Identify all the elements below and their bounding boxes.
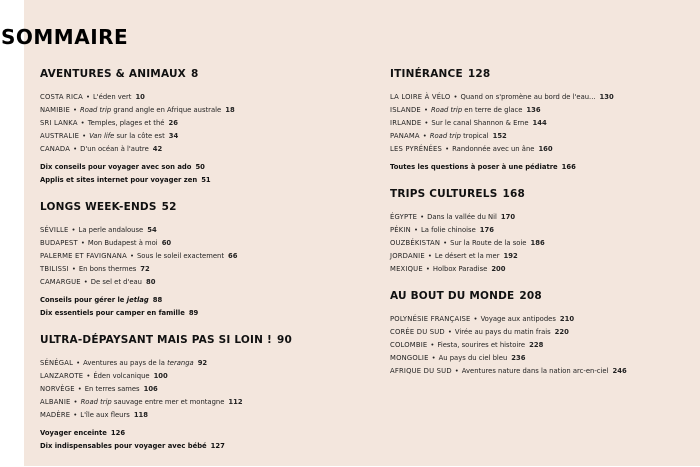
entry-text: Sous le soleil exactement [136, 252, 224, 260]
toc-section [40, 201, 360, 320]
section-title: TRIPS CULTURELS [390, 188, 498, 200]
section-heading[interactable] [40, 201, 360, 213]
entry-place: AFRIQUE DU SUD [390, 367, 452, 375]
toc-section [40, 334, 360, 453]
entry-description [83, 359, 194, 367]
toc-entry[interactable] [40, 370, 360, 383]
entry-page-number: 130 [599, 93, 614, 101]
toc-entry[interactable] [390, 365, 690, 378]
entry-text: Holbox Paradise [432, 265, 488, 273]
entry-page-number: 10 [135, 93, 145, 101]
section-title: ITINÉRANCE [390, 68, 463, 80]
section-extras [390, 161, 690, 174]
entry-place: ISLANDE [390, 106, 421, 114]
section-title: AU BOUT DU MONDE [390, 290, 515, 302]
entry-place: CANADA [40, 145, 71, 153]
entry-text: sur la côte est [114, 132, 165, 140]
bullet-separator: • [76, 359, 81, 367]
entry-description [421, 226, 476, 234]
entry-place: MADÈRE [40, 411, 71, 419]
entry-place: LA LOIRE À VÉLO [390, 93, 451, 101]
section-page-number: 168 [502, 188, 525, 200]
entry-description [431, 119, 528, 127]
bullet-separator: • [80, 119, 85, 127]
toc-entry[interactable] [40, 383, 360, 396]
entry-page-number: 100 [153, 372, 168, 380]
toc-entry[interactable] [390, 313, 690, 326]
toc-section [40, 68, 360, 187]
entry-text: Dans la vallée du Nil [427, 213, 497, 221]
section-heading[interactable] [390, 188, 690, 200]
entry-place: MEXIQUE [390, 265, 423, 273]
entry-text: Voyage aux antipodes [480, 315, 556, 323]
toc-entry[interactable] [40, 143, 360, 156]
toc-entry[interactable] [390, 117, 690, 130]
bullet-separator: • [425, 265, 430, 273]
entry-text: Éden volcanique [93, 372, 150, 380]
bullet-separator: • [86, 372, 91, 380]
entry-description [80, 106, 221, 114]
entry-description [91, 278, 142, 286]
toc-entry[interactable] [390, 224, 690, 237]
entry-description [450, 239, 526, 247]
entry-description [437, 341, 525, 349]
entry-text: Aventures nature dans la nation arc-en-ciel [461, 367, 609, 375]
entry-place: TBILISSI [40, 265, 69, 273]
entry-text-italic: Road trip [80, 398, 112, 406]
section-extras [40, 427, 360, 453]
entry-description [137, 252, 224, 260]
entry-place: ÉGYPTE [390, 213, 418, 221]
entry-text: Fiesta, sourires et histoire [437, 341, 526, 349]
section-heading[interactable] [40, 68, 360, 80]
entry-text: En terres sames [84, 385, 140, 393]
entry-description [88, 239, 158, 247]
entry-place: IRLANDE [390, 119, 422, 127]
entry-page-number: 118 [133, 411, 149, 419]
entry-place: ALBANIE [40, 398, 71, 406]
entry-text: Aventures au pays de la [83, 359, 168, 367]
toc-extra-entry[interactable] [40, 294, 360, 307]
section-page-number: 8 [190, 68, 199, 80]
entry-text: En bons thermes [78, 265, 137, 273]
entry-text: Le désert et la mer [434, 252, 500, 260]
entry-place: COSTA RICA [40, 93, 83, 101]
entry-text: L'île aux fleurs [80, 411, 130, 419]
entry-place: CAMARGUE [40, 278, 81, 286]
toc-section [390, 188, 690, 276]
toc-entry[interactable] [40, 104, 360, 117]
extra-page-number: 126 [110, 429, 126, 437]
toc-extra-entry[interactable] [390, 161, 690, 174]
extra-page-number: 166 [561, 163, 576, 171]
toc-entry[interactable] [390, 250, 690, 263]
section-heading[interactable] [390, 290, 690, 302]
toc-entry[interactable] [40, 224, 360, 237]
toc-entry[interactable] [40, 250, 360, 263]
entry-description [435, 252, 500, 260]
toc-extra-entry[interactable] [40, 307, 360, 320]
toc-entry[interactable] [390, 211, 690, 224]
entry-place: LANZAROTE [40, 372, 84, 380]
entry-description [452, 145, 534, 153]
entry-page-number: 200 [491, 265, 506, 273]
bullet-separator: • [71, 226, 76, 234]
toc-entry[interactable] [40, 357, 360, 370]
bullet-separator: • [423, 106, 428, 114]
entry-text: grand angle en Afrique australe [111, 106, 222, 114]
entry-place: OUZBÉKISTAN [390, 239, 441, 247]
extra-text: Voyager enceinte [40, 429, 107, 437]
toc-section [390, 290, 690, 378]
bullet-separator: • [447, 328, 452, 336]
entry-place: BUDAPEST [40, 239, 78, 247]
entry-place: AUSTRALIE [40, 132, 80, 140]
entry-page-number: 186 [530, 239, 545, 247]
entry-page-number: 144 [532, 119, 547, 127]
toc-entry[interactable] [40, 237, 360, 250]
bullet-separator: • [427, 252, 432, 260]
entry-text: sauvage entre mer et montagne [111, 398, 225, 406]
toc-extra-entry[interactable] [40, 427, 360, 440]
bullet-separator: • [420, 213, 425, 221]
toc-extra-entry[interactable] [40, 440, 360, 453]
toc-entry[interactable] [390, 91, 690, 104]
bullet-separator: • [424, 119, 429, 127]
entry-description [93, 93, 131, 101]
entry-place: SÉNÉGAL [40, 359, 74, 367]
entry-text: tropical [460, 132, 489, 140]
entry-page-number: 42 [152, 145, 163, 153]
bullet-separator: • [80, 239, 85, 247]
entry-text: Randonnée avec un âne [452, 145, 535, 153]
extra-page-number: 127 [210, 442, 225, 450]
entry-text: L'éden vert [92, 93, 132, 101]
bullet-separator: • [129, 252, 134, 260]
entry-text: De sel et d'eau [90, 278, 142, 286]
entry-description [439, 354, 508, 362]
entry-description [462, 367, 609, 375]
entry-page-number: 152 [492, 132, 507, 140]
extra-text: Dix indispensables pour voyager avec bébé [40, 442, 207, 450]
entry-text-italic: Road trip [79, 106, 112, 114]
toc-entry[interactable] [390, 263, 690, 276]
page-title: SOMMAIRE [1, 25, 129, 49]
toc-entry[interactable] [390, 130, 690, 143]
entry-page-number: 60 [161, 239, 172, 247]
toc-entry[interactable] [40, 276, 360, 289]
entry-place: NAMIBIE [40, 106, 70, 114]
bullet-separator: • [453, 93, 458, 101]
entry-description [88, 119, 165, 127]
bullet-separator: • [413, 226, 418, 234]
extra-text: Toutes les questions à poser à une pédiatre [390, 163, 558, 171]
entry-text: Quand on s'promène au bord de l'eau... [460, 93, 596, 101]
entry-description [93, 372, 149, 380]
section-title: ULTRA-DÉPAYSANT MAIS PAS SI LOIN ! [40, 334, 272, 346]
entry-page-number: 112 [228, 398, 243, 406]
entry-place: POLYNÉSIE FRANÇAISE [390, 315, 471, 323]
bullet-separator: • [73, 398, 78, 406]
entry-page-number: 160 [538, 145, 553, 153]
entry-page-number: 136 [526, 106, 541, 114]
entry-text: Temples, plages et thé [87, 119, 165, 127]
entry-place: PALERME ET FAVIGNANA [40, 252, 127, 260]
entry-description [430, 132, 489, 140]
entry-page-number: 34 [168, 132, 179, 140]
entry-description [80, 411, 130, 419]
section-title: LONGS WEEK-ENDS [40, 201, 157, 213]
bullet-separator: • [473, 315, 478, 323]
entry-page-number: 246 [612, 367, 627, 375]
entry-page-number: 106 [143, 385, 158, 393]
toc-entry[interactable] [390, 143, 690, 156]
entry-place: SRI LANKA [40, 119, 78, 127]
extra-page-number: 88 [152, 296, 163, 304]
section-page-number: 128 [467, 68, 491, 80]
toc-entry[interactable] [390, 237, 690, 250]
entry-page-number: 18 [225, 106, 235, 114]
entry-description [85, 385, 140, 393]
bullet-separator: • [422, 132, 427, 140]
bullet-separator: • [85, 93, 90, 101]
entry-place: NORVÈGE [40, 385, 75, 393]
entry-text: Sur le canal Shannon & Erne [431, 119, 529, 127]
entry-page-number: 228 [529, 341, 544, 349]
bullet-separator: • [73, 145, 78, 153]
entry-page-number: 192 [503, 252, 518, 260]
entry-description [481, 315, 556, 323]
entry-text: Mon Budapest à moi [87, 239, 158, 247]
entry-description [79, 265, 136, 273]
entry-place: MONGOLIE [390, 354, 429, 362]
entry-description [80, 145, 149, 153]
entry-place: CORÉE DU SUD [390, 328, 445, 336]
extra-text: Dix essentiels pour camper en famille [40, 309, 185, 317]
entry-page-number: 170 [500, 213, 516, 221]
entry-description [79, 226, 144, 234]
entry-page-number: 220 [554, 328, 569, 336]
entry-description [81, 398, 225, 406]
toc-section [390, 68, 690, 174]
entry-text: La perle andalouse [78, 226, 144, 234]
entry-text: Sur la Route de la soie [450, 239, 527, 247]
toc-entry[interactable] [40, 409, 360, 422]
toc-entry[interactable] [390, 339, 690, 352]
bullet-separator: • [430, 341, 435, 349]
entry-page-number: 54 [147, 226, 157, 234]
entry-description [461, 93, 596, 101]
toc-entry[interactable] [390, 104, 690, 117]
entry-place: PANAMA [390, 132, 420, 140]
entry-text-italic: teranga [167, 359, 194, 367]
bullet-separator: • [73, 411, 78, 419]
extra-text: Dix conseils pour voyager avec son ado [40, 163, 192, 171]
entry-description [431, 106, 522, 114]
bullet-separator: • [72, 106, 77, 114]
entry-text-italic: Road trip [429, 132, 461, 140]
bullet-separator: • [77, 385, 82, 393]
entry-place: JORDANIE [390, 252, 425, 260]
entry-text: D'un océan à l'autre [80, 145, 149, 153]
toc-entry[interactable] [40, 130, 360, 143]
section-page-number: 90 [276, 334, 292, 346]
toc-extra-entry[interactable] [40, 174, 360, 187]
entry-text: La folie chinoise [420, 226, 476, 234]
extra-text: Conseils pour gérer le [40, 296, 127, 304]
toc-left-column [40, 68, 360, 467]
toc-entry[interactable] [40, 396, 360, 409]
entry-place: LES PYRÉNÉES [390, 145, 443, 153]
entry-page-number: 80 [146, 278, 156, 286]
extra-text: Applis et sites internet pour voyager zen [40, 176, 198, 184]
bullet-separator: • [71, 265, 76, 273]
toc-entry[interactable] [390, 326, 690, 339]
entry-description [433, 265, 487, 273]
extra-page-number: 89 [188, 309, 199, 317]
entry-text: en terre de glace [462, 106, 523, 114]
toc-entry[interactable] [40, 263, 360, 276]
bullet-separator: • [443, 239, 448, 247]
entry-page-number: 26 [168, 119, 178, 127]
entry-place: PÉKIN [390, 226, 411, 234]
toc-entry[interactable] [40, 91, 360, 104]
entry-place: SÉVILLE [40, 226, 69, 234]
bullet-separator: • [454, 367, 459, 375]
section-heading[interactable] [40, 334, 360, 346]
entry-page-number: 92 [197, 359, 208, 367]
entry-text-italic: Road trip [430, 106, 463, 114]
section-extras [40, 161, 360, 187]
toc-entry[interactable] [40, 117, 360, 130]
bullet-separator: • [445, 145, 450, 153]
extra-text-italic: jetlag [126, 296, 149, 304]
entry-description [455, 328, 551, 336]
toc-entry[interactable] [390, 352, 690, 365]
extra-page-number: 51 [201, 176, 211, 184]
section-page-number: 52 [161, 201, 177, 213]
section-extras [40, 294, 360, 320]
entry-text: Au pays du ciel bleu [438, 354, 508, 362]
bullet-separator: • [431, 354, 436, 362]
entry-page-number: 210 [559, 315, 575, 323]
toc-right-column [390, 68, 690, 392]
section-heading[interactable] [390, 68, 690, 80]
entry-text-italic: Van life [89, 132, 115, 140]
bullet-separator: • [82, 132, 87, 140]
entry-place: COLOMBIE [390, 341, 428, 349]
entry-page-number: 236 [511, 354, 526, 362]
toc-extra-entry[interactable] [40, 161, 360, 174]
entry-description [89, 132, 165, 140]
entry-page-number: 72 [140, 265, 150, 273]
extra-page-number: 50 [195, 163, 205, 171]
entry-text: Virée au pays du matin frais [454, 328, 551, 336]
section-page-number: 208 [519, 290, 542, 302]
section-title: AVENTURES & ANIMAUX [40, 68, 186, 80]
entry-page-number: 66 [227, 252, 238, 260]
entry-page-number: 176 [479, 226, 494, 234]
entry-description [427, 213, 497, 221]
bullet-separator: • [83, 278, 88, 286]
